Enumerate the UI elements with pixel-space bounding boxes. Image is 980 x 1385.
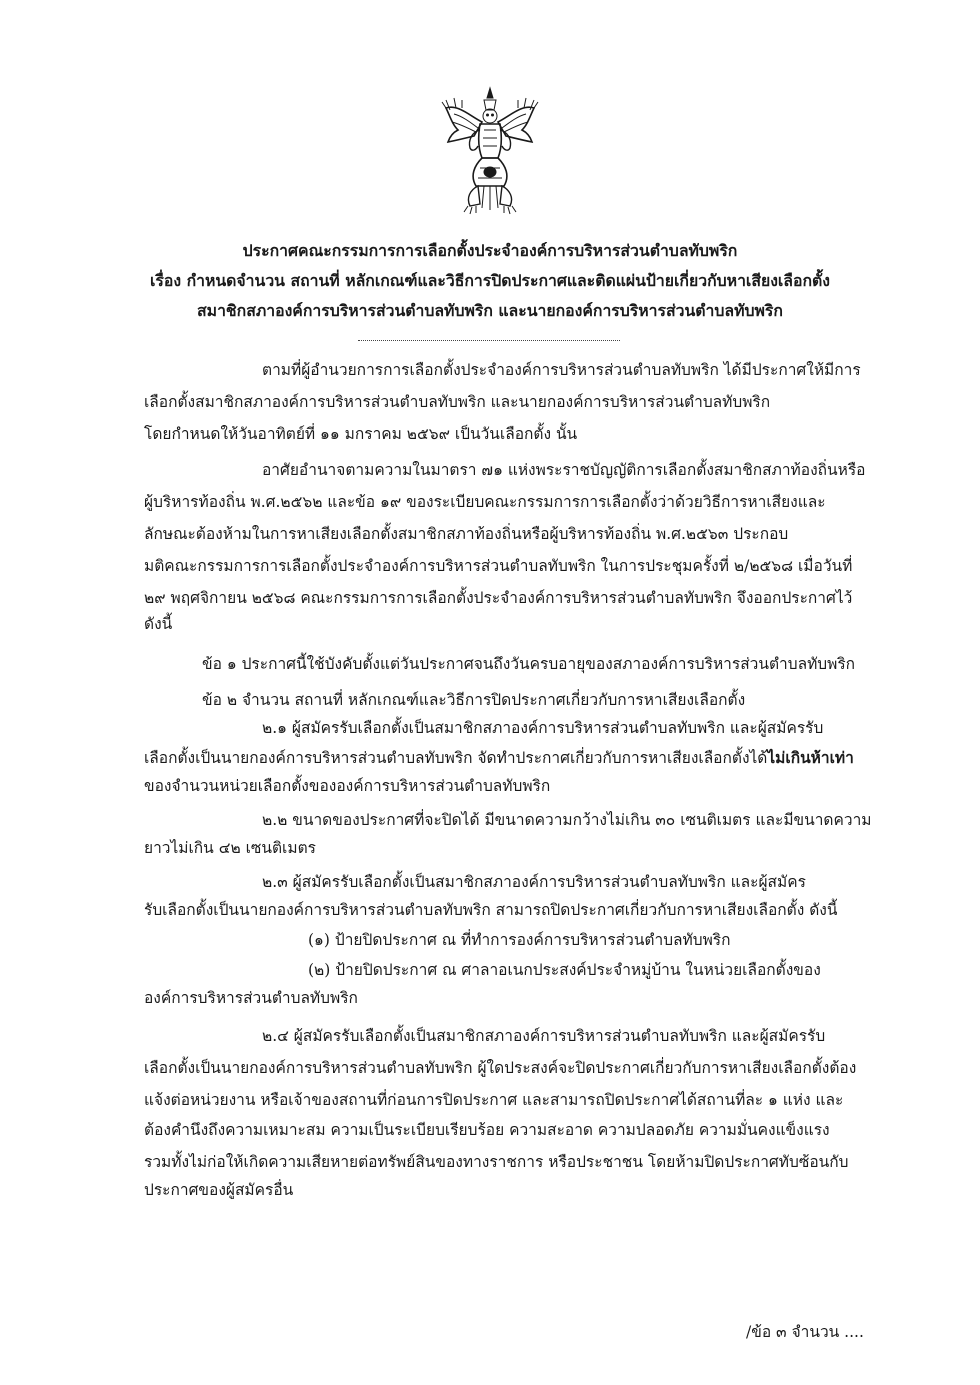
clause-2-4-line: รวมทั้งไม่ก่อให้เกิดความเสียหายต่อทรัพย์สินของทางราชการ หรือประชาชน โดยห้ามปิดประกาศทับซ้อนกับ [144,1153,849,1171]
clause-2-1: ๒.๑ ผู้สมัครรับเลือกตั้งเป็นสมาชิกสภาองค์การบริหารส่วนตำบลทับพริก และผู้สมัครรับ [262,719,824,737]
paragraph-line: ๒๙ พฤศจิกายน ๒๕๖๘ คณะกรรมการการเลือกตั้งประจำองค์การบริหารส่วนตำบลทับพริก จึงออกประกาศไว้ [144,589,853,607]
clause-2-3-item-2: (๒) ป้ายปิดประกาศ ณ ศาลาอเนกประสงค์ประจำหมู่บ้าน ในหน่วยเลือกตั้งของ [308,961,821,979]
paragraph-line: มติคณะกรรมการการเลือกตั้งประจำองค์การบริหารส่วนตำบลทับพริก ในการประชุมครั้งที่ ๒/๒๕๖๘ เมื่อวันที่ [144,557,853,575]
paragraph-line: ลักษณะต้องห้ามในการหาเสียงเลือกตั้งสมาชิกสภาท้องถิ่นหรือผู้บริหารท้องถิ่น พ.ศ.๒๕๖๓ ประกอบ [144,525,789,543]
paragraph-line: ผู้บริหารท้องถิ่น พ.ศ.๒๕๖๒ และข้อ ๑๙ ของระเบียบคณะกรรมการการเลือกตั้งว่าด้วยวิธีการหาเสียงและ [144,493,826,511]
clause-2-1-line: เลือกตั้งเป็นนายกองค์การบริหารส่วนตำบลทับพริก จัดทำประกาศเกี่ยวกับการหาเสียงเลือกตั้งได้ไม่เกินห้าเท่า [144,748,854,767]
clause-2-1-line: ของจำนวนหน่วยเลือกตั้งขององค์การบริหารส่วนตำบลทับพริก [144,777,551,795]
paragraph-line: ตามที่ผู้อำนวยการการเลือกตั้งประจำองค์การบริหารส่วนตำบลทับพริก ได้มีประกาศให้มีการ [262,361,861,379]
paragraph-line: อาศัยอำนาจตามความในมาตรา ๗๑ แห่งพระราชบัญญัติการเลือกตั้งสมาชิกสภาท้องถิ่นหรือ [262,461,866,479]
bold-limit-text: ไม่เกินห้าเท่า [767,748,854,767]
clause-1: ข้อ ๑ ประกาศนี้ใช้บังคับตั้งแต่วันประกาศจนถึงวันครบอายุของสภาองค์การบริหารส่วนตำบลทับพริก [202,655,856,673]
garuda-emblem [440,86,540,216]
announcement-subject-cont: สมาชิกสภาองค์การบริหารส่วนตำบลทับพริก และนายกองค์การบริหารส่วนตำบลทับพริก [197,301,783,320]
clause-2-2: ๒.๒ ขนาดของประกาศที่จะปิดได้ มีขนาดความกว้างไม่เกิน ๓๐ เซนติเมตร และมีขนาดความ [262,811,872,829]
paragraph-line: ดังนี้ [144,615,173,633]
clause-2-4: ๒.๔ ผู้สมัครรับเลือกตั้งเป็นสมาชิกสภาองค์การบริหารส่วนตำบลทับพริก และผู้สมัครรับ [262,1027,826,1045]
clause-2-4-line: เลือกตั้งเป็นนายกองค์การบริหารส่วนตำบลทับพริก ผู้ใดประสงค์จะปิดประกาศเกี่ยวกับการหาเสียงเลือกตั้งต้อง [144,1059,857,1077]
clause-2-4-line: ต้องคำนึงถึงความเหมาะสม ความเป็นระเบียบเรียบร้อย ความสะอาด ความปลอดภัย ความมั่นคงแข็งแรง [144,1121,830,1139]
clause-2-3-item-2-line: องค์การบริหารส่วนตำบลทับพริก [144,989,358,1007]
paragraph-line: เลือกตั้งสมาชิกสภาองค์การบริหารส่วนตำบลทับพริก และนายกองค์การบริหารส่วนตำบลทับพริก [144,393,771,411]
page-continuation: /ข้อ ๓ จำนวน .... [746,1323,864,1341]
clause-2-3-item-1: (๑) ป้ายปิดประกาศ ณ ที่ทำการองค์การบริหารส่วนตำบลทับพริก [308,931,731,949]
clause-2-3-line: รับเลือกตั้งเป็นนายกองค์การบริหารส่วนตำบลทับพริก สามารถปิดประกาศเกี่ยวกับการหาเสียงเลือกตั้ง ดังนี้ [144,901,838,919]
clause-2-4-line: ประกาศของผู้สมัครอื่น [144,1181,294,1199]
announcement-subject: เรื่อง กำหนดจำนวน สถานที่ หลักเกณฑ์และวิธีการปิดประกาศและติดแผ่นป้ายเกี่ยวกับหาเสียงเลือกตั้ง [150,271,830,290]
clause-2-3: ๒.๓ ผู้สมัครรับเลือกตั้งเป็นสมาชิกสภาองค์การบริหารส่วนตำบลทับพริก และผู้สมัคร [262,873,806,891]
announcement-title: ประกาศคณะกรรมการการเลือกตั้งประจำองค์การบริหารส่วนตำบลทับพริก [242,241,738,260]
clause-2: ข้อ ๒ จำนวน สถานที่ หลักเกณฑ์และวิธีการปิดประกาศเกี่ยวกับการหาเสียงเลือกตั้ง [202,691,746,709]
clause-2-2-line: ยาวไม่เกิน ๔๒ เซนติเมตร [144,839,316,857]
title-divider [358,340,620,341]
clause-2-4-line: แจ้งต่อหน่วยงาน หรือเจ้าของสถานที่ก่อนการปิดประกาศ และสามารถปิดประกาศได้สถานที่ละ ๑ แห่ง และ [144,1091,844,1109]
paragraph-line: โดยกำหนดให้วันอาทิตย์ที่ ๑๑ มกราคม ๒๕๖๙ เป็นวันเลือกตั้ง นั้น [144,425,578,443]
